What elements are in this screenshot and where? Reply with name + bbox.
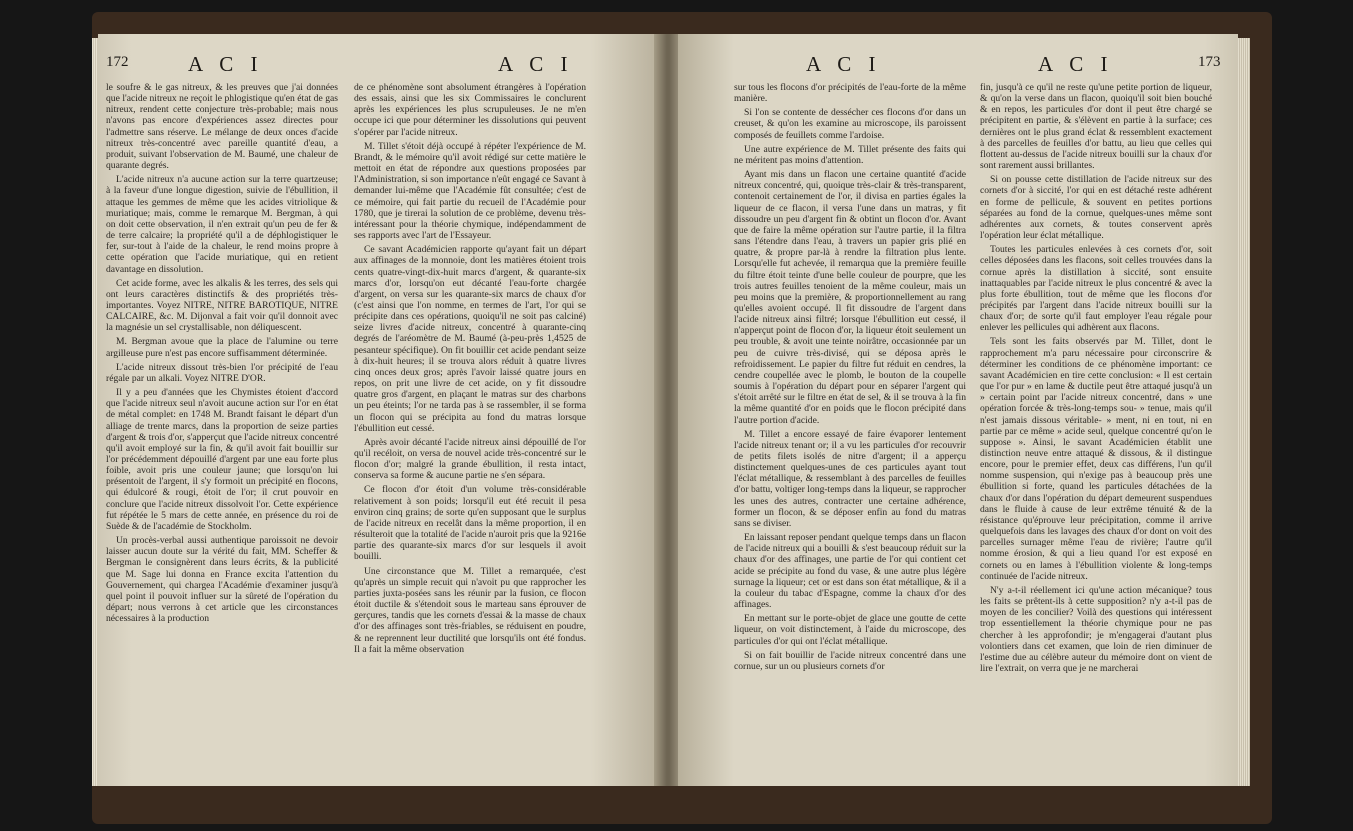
text-column-2 bbox=[980, 82, 1212, 782]
paragraph: Ce savant Académicien rapporte qu'ayant fait un départ aux affinages de la monnoie, dont les matières étoient trois cents quatre-vingt-dix-huit marcs d'argent, & quarante-six marcs d'or, lorsqu'on eut décanté l'eau-forte chargée d'argent, on versa sur les quarante-six marcs de chaux d'or (c'est ainsi que l'on nomme, en termes de l'art, l'or qui se précipite dans ces opérations, quoiqu'il ne soit pas calciné) seize livres d'acide nitreux, concentré à quarante-cinq degrés de l'aréomètre de M. Baumé (à-peu-près 1,4525 de pesanteur spécifique). On fit bouillir cet acide pendant seize à dix-huit heures; il se trouva alors réduit à quatre livres cinq onces deux gros; après l'avoir laissé quatre jours en repos, on prit une livre de cet acide, on y fit dissoudre quatre gros d'argent, en plaçant le matras sur des charbons un peu éteints; l'or ne tarda pas à se rassembler, il se forma un flocon qui se précipita au fond du matras lorsque l'ébullition eut cessé. bbox=[354, 244, 586, 434]
paragraph: L'acide nitreux dissout très-bien l'or précipité de l'eau régale par un alkali. Voyez NITRE D'OR. bbox=[106, 361, 338, 384]
paragraph: Un procès-verbal aussi authentique paroissoit ne devoir laisser aucun doute sur la vérité du fait, MM. Scheffer & Bergman le consignèrent dans leurs écrits, & la publicité que M. Sage lui donna en France excita l'attention du Gouvernement, qui chargea l'Académie d'examiner jusqu'à quel point il pouvoit influer sur la sûreté de l'opération du départ; nous verrons à cet article que les circonstances nécessaires à la production bbox=[106, 535, 338, 625]
paragraph: M. Tillet s'étoit déjà occupé à répéter l'expérience de M. Brandt, & le mémoire qu'il avoit rédigé sur cette matière le mettoit en état de répondre aux questions proposées par l'Administration, si son importance n'eût engagé ce Savant à demander lui-même que l'Académie fût consultée; c'est de ce mémoire, qui fait partie du recueil de l'Académie pour 1780, que je tirerai la solution de ce problème, devenu très-intéressant pour la théorie chymique, indépendamment de ses rapports avec l'art de l'Essayeur. bbox=[354, 140, 586, 242]
paragraph: M. Bergman avoue que la place de l'alumine ou terre argilleuse pure n'est pas encore suffisamment déterminée. bbox=[106, 336, 338, 359]
paragraph: Ce flocon d'or étoit d'un volume très-considérable relativement à son poids; lorsqu'il eut été recuit il pesa environ cinq grains; de sorte qu'en supposant que le surplus de l'acide nitreux en recelât dans la même proportion, il en résulteroit que la totalité de l'acide n'auroit pris que la 9216e partie des quarante-six marcs d'or sur lesquels il avoit bouilli. bbox=[354, 484, 586, 563]
paragraph: Si on pousse cette distillation de l'acide nitreux sur des cornets d'or à siccité, l'or qui en est détaché reste adhérent en forme de pellicule, & souvent en petites portions séparées au fond de la cornue, quelques-unes même sont adhérentes aux cornets, & toutes conservent après l'opération leur éclat métallique. bbox=[980, 174, 1212, 242]
running-head-right: A C I bbox=[1038, 52, 1114, 76]
paragraph: Une autre expérience de M. Tillet présente des faits qui ne méritent pas moins d'attention. bbox=[734, 143, 966, 166]
paragraph: Tels sont les faits observés par M. Tillet, dont le rapprochement m'a paru nécessaire pour circonscrire & déterminer les conditions de ce phénomène important: ce savant Académicien en tire cette conclusion: « Il est certain que l'or pur » en lame & ductile peut être attaqué jusqu'à un » certain point par l'acide nitreux concentré, dans » une opération forcée & très-long-temps sou- » tenue, mais qu'il n'est jamais dissous véritable- » ment, ni en tout, ni en partie par ce même » acide seul, quelque concentré qu'on le suppose ». Ainsi, le savant Académicien établit une distinction neuve entre attaqué & dissous, & il distingue encore, pour le premier effet, deux cas différens, l'un qu'il nomme suspension, qui n'exige pas à beaucoup près une ébullition si forte, quand les particules détachées de la chaux d'or dans l'opération du départ demeurent suspendues dans le fluide à cause de leur extrême ténuité & de la résistance qu'éprouve leur précipitation, comme il arrive quelquefois dans les lavages des chaux d'or dont on voit des parcelles surnager même l'eau de rivière; l'autre qu'il nomme érosion, & qui a lieu quand l'or est exposé en cornets ou en lames à l'ébullition violente & long-temps continuée de l'acide nitreux. bbox=[980, 336, 1212, 582]
paragraph: M. Tillet a encore essayé de faire évaporer lentement l'acide nitreux tenant or; il a vu les particules d'or recouvrir de petits filets isolés de nitre d'argent; il a apperçu distinctement quelques-unes de ces particules ayant tout l'éclat métallique, & ressemblant à des parcelles de feuilles d'or battu, voltiger long-temps dans la liqueur, se rapprocher les unes des autres, contracter une certaine adhérence, former un flocon, & se déposer enfin au fond du matras sans se diviser. bbox=[734, 428, 966, 529]
text-column-1 bbox=[106, 82, 338, 782]
text-column-2 bbox=[354, 82, 586, 782]
paragraph: de ce phénomène sont absolument étrangères à l'opération des essais, ainsi que les six Commissaires le conclurent après les expériences les plus scrupuleuses. Je ne m'en occupe ici que pour déterminer les dissolutions qui peuvent s'opérer par l'acide nitreux. bbox=[354, 82, 586, 138]
paragraph: fin, jusqu'à ce qu'il ne reste qu'une petite portion de liqueur, & qu'on la verse dans un flacon, quoiqu'il soit bien bouché & en repos, les particules d'or dont il peut être chargé se précipitent en partie, & s'élèvent en partie à la surface; ces dernières ont le plus grand éclat & ressemblent exactement à des parcelles de feuilles d'or battu, au lieu que celles qui flottent au-dessus de l'acide nitreux bouilli sur la chaux d'or sont rarement aussi brillantes. bbox=[980, 82, 1212, 172]
running-head-right: A C I bbox=[498, 52, 574, 76]
paragraph: Il y a peu d'années que les Chymistes étoient d'accord que l'acide nitreux seul n'avoit aucune action sur l'or en état de métal complet: en 1748 M. Brandt faisant le départ d'un alliage de trente marcs, dans la proportion de seize parties d'argent & trois d'or, s'apperçut que l'acide nitreux concentré qu'il avoit employé sur la fin, & qu'il avoit fait bouillir sur l'or précédemment dépouillé d'argent par une eau forte plus foible, avoit pris une couleur jaune; que lorsqu'on lui présentoit de l'argent, il s'y formoit un précipité en flocons, qui édulcoré & rougi, étoit de l'or; il crut pouvoir en conclure que l'acide nitreux dissolvoit l'or. Cette expérience fut répétée le 5 mars de cette année, en présence du roi de Suède & de l'académie de Stockholm. bbox=[106, 387, 338, 532]
paragraph: En laissant reposer pendant quelque temps dans un flacon de l'acide nitreux qui a bouilli & s'est beaucoup réduit sur la chaux d'or des affinages, une partie de l'or qui contient cet acide se précipite au fond du vase, & une autre plus légère surnage la liqueur; cet or est dans son état métallique, & il a la couleur du tabac d'Espagne, comme la chaux d'or des affinages. bbox=[734, 532, 966, 611]
paragraph: le soufre & le gas nitreux, & les preuves que j'ai données que l'acide nitreux ne reçoit le phlogistique qu'en état de gas nitreux, rendent cette conjecture très-probable; mais nous n'avons pas encore d'expériences assez directes pour l'admettre sans réserve. Le mélange de deux onces d'acide nitreux très-concentré avec pareille quantité d'eau, a produit, suivant l'observation de M. Baumé, une chaleur de quarante degrés. bbox=[106, 82, 338, 172]
paragraph: Après avoir décanté l'acide nitreux ainsi dépouillé de l'or qu'il recéloit, on versa de nouvel acide très-concentré sur le flocon d'or; malgré la grande ébullition, il resta intact, conserva sa forme & aucune partie ne s'en sépara. bbox=[354, 436, 586, 482]
paragraph: L'acide nitreux n'a aucune action sur la terre quartzeuse; à la faveur d'une longue digestion, suivie de l'ébullition, il attaque les gemmes de même que les acides vitriolique & muriatique; mais, comme le remarque M. Bergman, à qui on doit cette observation, il n'en extrait qu'un peu de fer & de terre calcaire; la propriété qu'il a de déphlogistiquer le fer, sur-tout à l'aide de la chaleur, le rend moins propre à cette opération que l'acide muriatique, qui en retient davantage en dissolution. bbox=[106, 174, 338, 275]
running-head-left: A C I bbox=[188, 52, 264, 76]
paragraph: Ayant mis dans un flacon une certaine quantité d'acide nitreux concentré, qui, quoique très-clair & très-transparent, contenoit certainement de l'or, il divisa en parties égales la liqueur de ce flacon, il versa l'une dans un matras, y fit dissoudre un peu d'argent fin & obtint un flocon d'or. Avant que de faire la même opération sur l'autre partie, il la filtra sans l'étendre dans l'eau, à travers un papier gris plié en quatre, & propre par-là à rendre la filtration plus lente. Lorsqu'elle fut achevée, il remarqua que la première feuille du filtre étoit teinte d'une belle couleur de pourpre, que les trois autres feuilles tenoient de la même couleur, mais un peu moins que la première, & proportionnellement au rang qu'elles avoient occupé. Il fit dissoudre de l'argent dans l'acide nitreux ainsi filtré; lorsque l'ébullition eut cessé, il n'apperçut point de flocon d'or, la liqueur étoit seulement un peu trouble, & avoit une teinte noirâtre, occasionnée par un peu de cuivre très-divisé, qui se déposa après le refroidissement. Le papier du filtre fut réduit en cendres, la cendre coupellée avec le plomb, le bouton de la coupelle soumis à l'opération du départ pour en séparer l'argent qui s'étoit arrêté sur le filtre en état de sel, & il se trouva à la fin la même quantité d'or en poids que le flocon précipité dans l'autre portion d'acide. bbox=[734, 169, 966, 426]
paragraph: En mettant sur le porte-objet de glace une goutte de cette liqueur, on voit distinctement, à l'aide du microscope, des particules d'or qui ont l'éclat métallique. bbox=[734, 613, 966, 647]
page-number: 173 bbox=[1198, 54, 1221, 70]
paragraph: Cet acide forme, avec les alkalis & les terres, des sels qui ont leurs caractères distinctifs & des propriétés très-importantes. Voyez NITRE, NITRE BAROTIQUE, NITRE CALCAIRE, &c. M. Dijonval a fait voir qu'il donnoit avec la magnésie un sel crystallisable, non déliquescent. bbox=[106, 277, 338, 334]
page-edges-right bbox=[1236, 38, 1250, 786]
running-head-left: A C I bbox=[806, 52, 882, 76]
paragraph: Toutes les particules enlevées à ces cornets d'or, soit celles déposées dans les flacons, soit celles trouvées dans la cornue après la distillation à siccité, sont ensuite inattaquables par l'acide nitreux le plus concentré & avec la plus forte ébullition, tout de même que les flocons d'or précipités par l'argent dans l'acide nitreux bouilli sur la chaux d'or; de sorte qu'il faut employer l'eau régale pour enlever les pellicules qui adhèrent aux flacons. bbox=[980, 244, 1212, 334]
paragraph: Une circonstance que M. Tillet a remarquée, c'est qu'après un simple recuit qui n'avoit pu que rapprocher les parties juxta-posées sans les réunir par la fusion, ce flocon étoit ductile & s'étendoit sous le marteau sans éprouver de gerçures, tandis que les cornets d'essai & la masse de chaux d'or des affinages sont très-friables, se réduisent en poudre, & ne reprennent leur ductilité que lorsqu'ils ont été fondus. Il a fait la même observation bbox=[354, 565, 586, 655]
page-number: 172 bbox=[106, 54, 129, 70]
left-page bbox=[98, 34, 658, 786]
text-column-1 bbox=[734, 82, 966, 782]
paragraph: Si l'on se contente de dessécher ces flocons d'or dans un creuset, & qu'on les examine au microscope, ils paroissent composés de feuillets comme l'ardoise. bbox=[734, 107, 966, 141]
paragraph: N'y a-t-il réellement ici qu'une action mécanique? tous les faits se prêtent-ils à cette supposition? n'y a-t-il pas de moyen de les concilier? Voilà des questions qui intéressent trop essentiellement la théorie chymique pour ne pas chercher à les approfondir; je m'engagerai d'autant plus volontiers dans cet examen, que loin de rien diminuer de l'estime due au célèbre auteur du mémoire dont on vient de lire l'extrait, on verra que je ne marcherai bbox=[980, 584, 1212, 674]
right-page bbox=[678, 34, 1238, 786]
paragraph: Si on fait bouillir de l'acide nitreux concentré dans une cornue, sur un ou plusieurs cornets d'or bbox=[734, 649, 966, 672]
paragraph: sur tous les flocons d'or précipités de l'eau-forte de la même manière. bbox=[734, 82, 966, 105]
